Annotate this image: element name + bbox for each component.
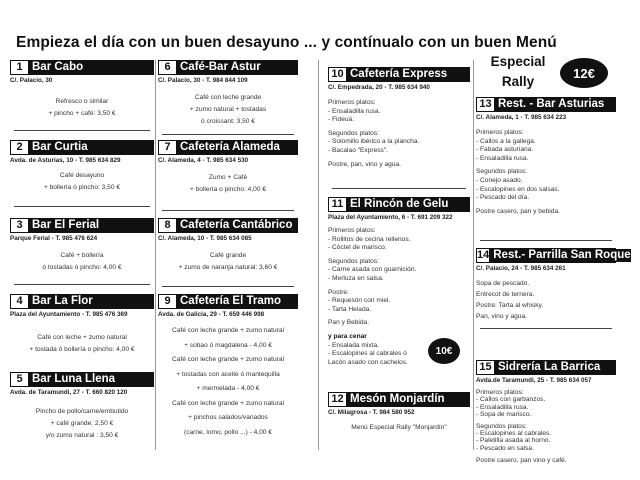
venue-rest-bar-asturias [476, 97, 616, 216]
menu-item: - Ensalada mixta. [328, 341, 379, 349]
menu-item: - Paletilla asada al horno. [476, 437, 551, 445]
menu-item: - Escalopines en dos salsas. [476, 185, 560, 193]
venue-header [476, 97, 616, 112]
venue-header [476, 248, 631, 263]
venue-bar-la-flor [10, 294, 154, 356]
menu-item: - Tarta Helada. [328, 305, 372, 313]
menu-item: - Solomillo ibérico a la plancha. [328, 138, 420, 146]
offer-line: Refresco o similar [55, 98, 109, 105]
venue-header [158, 218, 298, 233]
venue-offer [10, 332, 154, 356]
venue-name: Cafetería Cantábrico [176, 219, 297, 232]
menu-item: - Bacalao "Express". [328, 146, 389, 154]
venue-menu [476, 389, 616, 465]
offer-line: Café con leche grande + zumo natural [172, 399, 284, 407]
venue-address: C/. Palacio, 30 [10, 77, 53, 84]
venue-name: Sidrería La Barrica [494, 361, 615, 374]
venue-address: C/. Alameda, 4 - T. 985 634 530 [158, 157, 249, 164]
venue-offer [158, 324, 298, 440]
venue-name: Cafetería Express [346, 68, 469, 81]
menu-item: - Carne asada con guarnición. [328, 266, 417, 274]
especial-rally-title [476, 52, 560, 92]
menu-section-title: Primeros platos: [476, 389, 524, 396]
menu-item: - Pescado del día. [476, 194, 530, 202]
menu-item: - Escalopines al cabrales ó [328, 350, 407, 358]
column-divider [318, 60, 319, 450]
offer-line: + mermelada - 4,00 € [196, 385, 260, 392]
venue-number: 8 [159, 219, 176, 232]
offer-line: + sobao ó magdalena - 4,00 € [184, 341, 272, 349]
venue-name: Rest.- Parrilla San Roque [489, 249, 630, 262]
menu-item: Postre: Tarta al whisky. [476, 302, 544, 309]
venue-header [158, 294, 298, 309]
menu-section-title: Segundos platos: [328, 129, 379, 137]
venue-name: Café-Bar Astur [176, 61, 297, 74]
venue-offer [158, 172, 298, 196]
venue-menu [476, 278, 616, 322]
divider [162, 134, 294, 135]
venue-header [10, 294, 154, 309]
venue-address: Avda. de Asturias, 10 - T. 985 634 829 [10, 157, 121, 164]
offer-line: Café con leche grande + zumo natural [172, 327, 284, 334]
menu-item: - Sopa de marisco. [476, 411, 532, 419]
venue-header [158, 60, 298, 75]
divider [162, 286, 294, 287]
offer-line: Café con leche + zumo natural [37, 334, 127, 341]
offer-line: ó tostadas ó pincho: 4,00 € [42, 264, 122, 271]
venue-header [10, 60, 154, 75]
divider [162, 210, 294, 211]
especial-line: Rally [501, 74, 535, 89]
venue-cafeteria-el-tramo [158, 294, 298, 440]
offer-line: + bollería ó pincho: 3,50 € [43, 184, 121, 191]
offer-line: Café desayuno [59, 172, 105, 179]
menu-item: - Fideuá. [328, 116, 355, 124]
offer-line: + café grande: 2,50 € [50, 420, 114, 427]
divider [14, 130, 150, 131]
menu-section-title: Segundos platos: [476, 422, 527, 430]
menu-section-title: Primeros platos: [476, 129, 524, 136]
venue-address: C/. Alameda, 10 - T. 985 634 085 [158, 235, 252, 242]
menu-item: Entrecot de ternera. [476, 291, 535, 298]
venue-offer [158, 250, 298, 274]
venue-header [10, 372, 154, 387]
venue-offer [10, 170, 154, 194]
offer-line: + bollería o pincho: 4,00 € [189, 186, 267, 193]
divider [14, 284, 150, 285]
menu-item: Lacón asado con cachelos. [328, 358, 408, 366]
venue-name: Cafetería El Tramo [176, 295, 297, 308]
menu-postre: Postre casero, pan vino y café. [476, 457, 567, 465]
venue-address: C/. Palacio, 30 - T. 984 844 109 [158, 77, 248, 84]
menu-item: - Pescado en salsa. [476, 444, 534, 452]
venue-number: 9 [159, 295, 176, 308]
venue-meson-monjardin [328, 392, 470, 434]
venue-header [328, 392, 470, 407]
venue-address: C/. Palacio, 24 - T. 985 634 261 [476, 265, 566, 272]
venue-offer [158, 92, 298, 128]
venue-cafeteria-alameda [158, 140, 298, 196]
venue-number: 3 [11, 219, 28, 232]
venue-name: Bar La Flor [28, 295, 153, 308]
venue-address: C/. Alameda, 1 - T. 985 634 223 [476, 114, 567, 121]
menu-item: - Ensaladilla rusa. [328, 107, 381, 115]
venue-bar-cabo [10, 60, 154, 120]
menu-section-title: Primeros platos: [328, 227, 376, 234]
menu-item: - Conejo asado. [476, 176, 523, 184]
venue-number: 4 [11, 295, 28, 308]
venue-header [328, 67, 470, 82]
venue-header [476, 360, 616, 375]
venue-sidreria-la-barrica [476, 360, 616, 465]
offer-line: + zumo natural + tostadas [189, 106, 267, 113]
venue-menu [476, 129, 616, 216]
venue-address: Avda. de Galicia, 29 - T. 659 446 998 [158, 311, 265, 318]
offer-line: y/o zumo natural : 3,50 € [45, 432, 119, 439]
menu-item: - Merluza en salsa. [328, 274, 384, 282]
divider [480, 328, 612, 329]
venue-header [328, 197, 470, 212]
venue-address: Parque Ferial - T. 985 476 624 [10, 235, 98, 242]
venue-bar-luna-llena [10, 372, 154, 442]
menu-item: Pan y Bebida. [328, 319, 370, 327]
menu-section-title: Segundos platos: [328, 257, 379, 265]
menu-postre: Postre, pan, vino y agua. [328, 160, 401, 168]
venue-number: 12 [329, 393, 346, 406]
menu-item: - Ensaladilla rusa. [476, 154, 529, 162]
menu-item: - Rollitos de cecina rellenos. [328, 235, 411, 243]
menu-section-title: y para cenar [328, 332, 367, 340]
venue-number: 15 [477, 361, 494, 374]
venue-bar-el-ferial [10, 218, 154, 274]
venue-name: Bar Luna Llena [28, 373, 153, 386]
venue-address: Plaza del Ayuntamiento, 6 - T. 691 209 322 [328, 214, 453, 221]
venue-offer [10, 96, 154, 120]
menu-item: - Callos con garbanzos. [476, 396, 546, 404]
venue-address: C/. Empedrada, 20 - T. 985 634 940 [328, 84, 430, 91]
venue-offer [10, 406, 154, 442]
menu-item: - Callos a la gallega. [476, 137, 536, 145]
offer-line: Zumo + Café [208, 174, 248, 181]
divider [332, 188, 466, 189]
venue-header [10, 140, 154, 155]
venue-address: Avda.de Taramundi, 25 - T. 985 634 057 [476, 377, 592, 384]
venue-header [158, 140, 298, 155]
venue-name: Bar Cabo [28, 61, 153, 74]
offer-line: + zumo de naranja natural: 3,60 € [178, 264, 278, 271]
menu-postre: Postre casero, pan y bebida. [476, 207, 560, 215]
offer-line: Café grande [209, 252, 247, 259]
venue-name: El Rincón de Gelu [346, 198, 469, 211]
venue-name: Rest. - Bar Asturias [494, 98, 615, 111]
venue-cafeteria-cantabrico [158, 218, 298, 274]
venue-number: 2 [11, 141, 28, 154]
menu-section-title: Segundos platos: [476, 168, 527, 176]
venue-number: 5 [11, 373, 28, 386]
menu-section-title: Primeros platos: [328, 99, 376, 106]
menu-item: - Cóctel de marisco. [328, 244, 387, 252]
venue-number: 11 [329, 198, 346, 211]
menu-item: - Escalopines al cabrales. [476, 430, 552, 438]
price-badge-12: 12€ [560, 58, 608, 88]
page-headline: Empieza el día con un buen desayuno ... y contínualo con un buen Menú [16, 34, 557, 51]
offer-line: Café con leche grande + zumo natural [172, 356, 284, 363]
venue-menu [328, 99, 470, 169]
menu-item: Sopa de pescado. [476, 280, 530, 287]
column-divider [155, 60, 156, 450]
price-badge-10: 10€ [428, 338, 460, 364]
offer-line: Café con leche grande [194, 94, 262, 101]
venue-name: Cafetería Alameda [176, 141, 297, 154]
offer-line: ó croissant: 3,50 € [201, 118, 255, 125]
divider [14, 206, 150, 207]
venue-number: 13 [477, 98, 494, 111]
menu-item: - Ensaladilla rusa. [476, 403, 529, 411]
venue-name: Mesón Monjardín [346, 393, 469, 406]
venue-offer [10, 250, 154, 274]
venue-address: Plaza del Ayuntamiento - T. 985 476 369 [10, 311, 128, 318]
venue-name: Bar Curtia [28, 141, 153, 154]
offer-line: Café + bollería [60, 252, 104, 259]
offer-line: + tostada ó bollería o pincho: 4,00 € [29, 346, 135, 353]
menu-item: - Requesón con miel. [328, 297, 391, 305]
venue-rest-parrilla-san-roque [476, 248, 631, 322]
offer-line: (carne, lomo, pollo ...) - 4,00 € [184, 428, 272, 436]
venue-number: 7 [159, 141, 176, 154]
especial-line: Especial [490, 54, 546, 69]
venue-number: 10 [329, 68, 346, 81]
venue-header [10, 218, 154, 233]
venue-number: 6 [159, 61, 176, 74]
divider [480, 240, 612, 241]
offer-line: Pincho de pollo/carne/embutido [35, 408, 129, 415]
venue-address: Avda. de Taramundi, 27 - T. 660 820 120 [10, 389, 128, 396]
venue-name: Bar El Ferial [28, 219, 153, 232]
venue-note: Menú Especial Rally "Monjardín" [351, 424, 447, 431]
offer-line: + pinchos salados/variados [188, 414, 268, 421]
venue-bar-curtia [10, 140, 154, 194]
offer-line: + tostadas con aceite ó mantequilla [176, 370, 280, 378]
column-divider [473, 60, 474, 450]
venue-cafeteria-express [328, 67, 470, 169]
venue-cafe-bar-astur [158, 60, 298, 128]
offer-line: + pincho + café: 3,50 € [48, 110, 116, 117]
menu-item: Pan, vino y agua. [476, 313, 527, 320]
menu-item: - Fabada asturiana. [476, 146, 534, 154]
venue-address: C/. Milagrosa - T. 984 580 952 [328, 409, 415, 416]
venue-number: 14 [477, 249, 490, 261]
venue-number: 1 [11, 61, 28, 74]
menu-section-title: Postre: [328, 288, 349, 296]
